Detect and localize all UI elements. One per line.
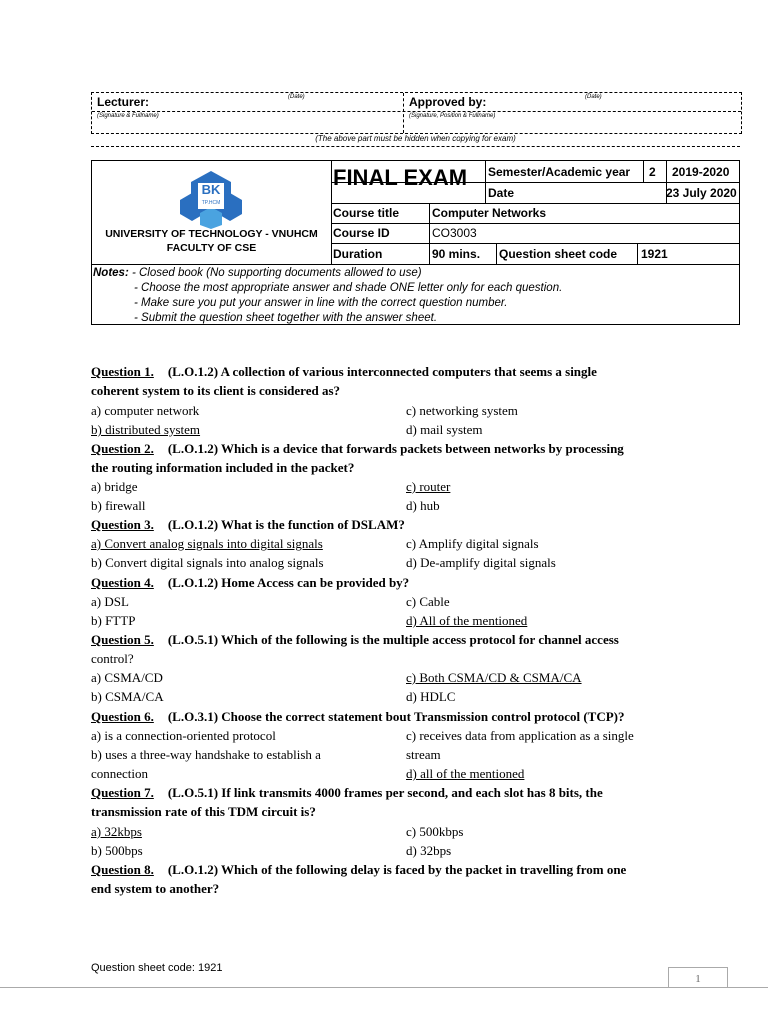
course-title-label: Course title	[333, 206, 400, 220]
q2-option-c: c) router	[406, 479, 451, 494]
q1-option-c: c) networking system	[406, 403, 518, 418]
q6-option-d: d) all of the mentioned	[406, 766, 525, 781]
exam-header-table	[91, 160, 740, 325]
q6-option-b-cont: connection	[91, 766, 149, 781]
question-6: Question 6. (L.O.3.1) Choose the correct statement bout Transmission control protocol (TCP)?	[91, 709, 625, 724]
q7-option-b: b) 500bps	[91, 843, 143, 858]
q1-option-b: b) distributed system	[91, 422, 201, 437]
approved-by-label: Approved by:	[409, 95, 487, 109]
question-5: Question 5. (L.O.5.1) Which of the following is the multiple access protocol for channel access control?	[91, 632, 619, 666]
duration-value: 90 mins.	[432, 247, 481, 261]
date-label: Date	[488, 186, 515, 200]
question-8: Question 8. (L.O.1.2) Which of the following delay is faced by the packet in travelling from one end system to another?	[91, 862, 627, 896]
q6-option-b: b) uses a three-way handshake to establish a	[91, 747, 321, 762]
question-2: Question 2. (L.O.1.2) Which is a device that forwards packets between networks by processing the routing information included in the packet?	[91, 441, 624, 475]
hidden-note: (The above part must be hidden when copying for exam)	[315, 134, 516, 143]
bk-logo-icon	[178, 169, 244, 229]
q3-option-a: a) Convert analog signals into digital signals	[91, 536, 323, 551]
question-4: Question 4. (L.O.1.2) Home Access can be provided by?	[91, 575, 410, 590]
university-logo	[178, 169, 244, 229]
notes-line-2: - Choose the most appropriate answer and shade ONE letter only for each question.	[134, 282, 563, 294]
sheet-code-value: 1921	[641, 247, 668, 261]
semester-value: 2	[649, 165, 656, 179]
q7-option-c: c) 500kbps	[406, 824, 464, 839]
semester-label: Semester/Academic year	[488, 165, 631, 179]
logo-subtext: TP.HCM	[201, 200, 221, 206]
footer-sheet-code: Question sheet code: 1921	[91, 962, 223, 974]
q7-option-a: a) 32kbps	[91, 824, 142, 839]
question-7: Question 7. (L.O.5.1) If link transmits 4000 frames per second, and each slot has 8 bits, the transmission rate of this TDM circuit is?	[91, 785, 603, 819]
q6-option-c: c) receives data from application as a single	[406, 728, 634, 743]
notes-label: Notes:	[93, 267, 129, 279]
logo-text: BK	[201, 182, 221, 197]
course-title-value: Computer Networks	[432, 206, 547, 220]
q1-option-d: d) mail system	[406, 422, 483, 437]
q5-option-b: b) CSMA/CA	[91, 689, 164, 704]
university-name: UNIVERSITY OF TECHNOLOGY - VNUHCM	[105, 228, 318, 240]
faculty-name: FACULTY OF CSE	[166, 242, 257, 254]
q5-option-c: c) Both CSMA/CD & CSMA/CA	[406, 670, 582, 685]
q4-option-b: b) FTTP	[91, 613, 136, 628]
q2-option-d: d) hub	[406, 498, 440, 513]
q2-option-b: b) firewall	[91, 498, 146, 513]
course-id-value: CO3003	[432, 226, 477, 240]
q4-option-d: d) All of the mentioned	[406, 613, 528, 628]
q4-option-c: c) Cable	[406, 594, 450, 609]
notes-line-3: - Make sure you put your answer in line with the correct question number.	[134, 297, 508, 309]
notes-line-4: - Submit the question sheet together with the answer sheet.	[134, 312, 438, 324]
duration-label: Duration	[333, 247, 383, 261]
question-1: Question 1. (L.O.1.2) A collection of various interconnected computers that seems a single coherent system to its client is considered as?	[91, 364, 597, 398]
q5-option-d: d) HDLC	[406, 689, 456, 704]
lecturer-signature-sub: (Signature & Fullname)	[97, 113, 159, 119]
q7-option-d: d) 32bps	[406, 843, 452, 858]
question-3: Question 3. (L.O.1.2) What is the function of DSLAM?	[91, 517, 405, 532]
cut-line	[91, 146, 740, 147]
q2-option-a: a) bridge	[91, 479, 138, 494]
signature-block	[91, 92, 742, 134]
q6-option-a: a) is a connection-oriented protocol	[91, 728, 276, 743]
page-number: 1	[668, 967, 728, 988]
q3-option-b: b) Convert digital signals into analog signals	[91, 555, 324, 570]
approved-signature-sub: (Signature, Position & Fullname)	[409, 113, 496, 119]
q4-option-a: a) DSL	[91, 594, 129, 609]
q1-option-a: a) computer network	[91, 403, 200, 418]
course-id-label: Course ID	[333, 226, 390, 240]
q3-option-d: d) De-amplify digital signals	[406, 555, 556, 570]
notes-line-1: Notes: - Closed book (No supporting documents allowed to use)	[93, 267, 422, 279]
date-value: 23 July 2020	[666, 186, 737, 200]
lecturer-label: Lecturer:	[97, 95, 150, 109]
q6-option-c-cont: stream	[406, 747, 441, 762]
q5-option-a: a) CSMA/CD	[91, 670, 163, 685]
academic-year: 2019-2020	[672, 165, 730, 179]
exam-title: FINAL EXAM	[333, 165, 468, 190]
q3-option-c: c) Amplify digital signals	[406, 536, 539, 551]
footer-rule	[0, 987, 768, 988]
lecturer-date-label: (Date)	[288, 94, 305, 100]
approved-date-label: (Date)	[585, 94, 602, 100]
sheet-code-label: Question sheet code	[499, 247, 618, 261]
